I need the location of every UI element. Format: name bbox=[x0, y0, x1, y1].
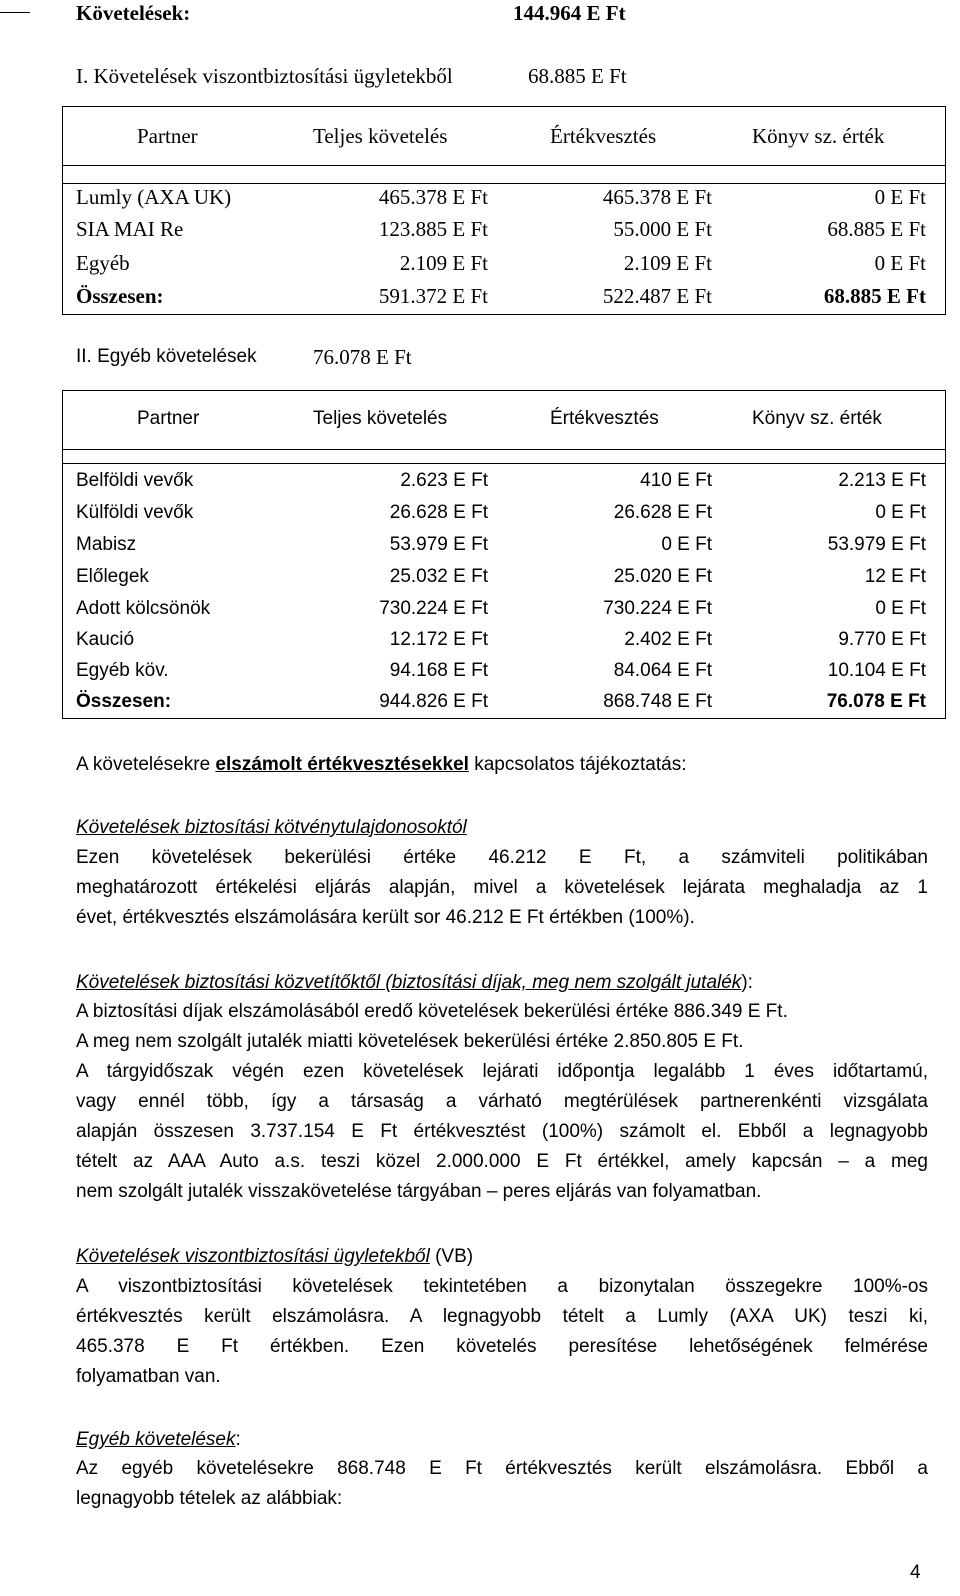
cell-total: 25.032 E Ft bbox=[389, 566, 488, 587]
section2-header-total: Teljes követelés bbox=[313, 408, 448, 429]
cell-partner: Adott kölcsönök bbox=[76, 598, 211, 619]
section2-bottom-rule bbox=[62, 718, 946, 719]
cell-total: 730.224 E Ft bbox=[379, 598, 488, 619]
cell-total: 591.372 E Ft bbox=[378, 284, 488, 308]
cell-partner: Összesen: bbox=[76, 284, 164, 308]
section2-title: II. Egyéb követelések bbox=[76, 346, 257, 367]
section1-left-border bbox=[62, 166, 63, 314]
section1-right-border bbox=[945, 166, 946, 314]
block4-heading-suffix: : bbox=[235, 1429, 241, 1450]
section1-bottom-rule bbox=[62, 314, 946, 315]
block2-heading-wrap bbox=[76, 970, 753, 996]
block4-heading-wrap bbox=[76, 1427, 241, 1453]
block3-heading-wrap bbox=[76, 1244, 473, 1270]
cell-total: 12.172 E Ft bbox=[389, 629, 488, 650]
cell-book-value: 12 E Ft bbox=[864, 566, 926, 587]
section1-header-partner: Partner bbox=[137, 124, 198, 148]
cell-partner: Egyéb köv. bbox=[76, 660, 169, 681]
block2-text bbox=[76, 997, 928, 1207]
cell-partner: Lumly (AXA UK) bbox=[76, 185, 232, 209]
block2-line: A meg nem szolgált jutalék miatti követelések bekerülési értéke 2.850.805 E Ft. bbox=[76, 1031, 744, 1052]
cell-total: 123.885 E Ft bbox=[378, 217, 488, 241]
cell-book-value: 53.979 E Ft bbox=[827, 534, 926, 555]
cell-impairment: 522.487 E Ft bbox=[602, 284, 712, 308]
cell-total: 2.623 E Ft bbox=[400, 470, 488, 491]
info-intro-pre: A követelésekre bbox=[76, 754, 216, 775]
block4-heading: Egyéb követelések bbox=[76, 1429, 236, 1450]
cell-impairment: 730.224 E Ft bbox=[603, 598, 712, 619]
section2-header-partner: Partner bbox=[137, 408, 200, 429]
info-intro bbox=[76, 752, 687, 778]
cell-total: 26.628 E Ft bbox=[389, 502, 488, 523]
block4-text bbox=[76, 1454, 928, 1514]
block3-heading-suffix: (VB) bbox=[429, 1246, 474, 1267]
cell-impairment: 410 E Ft bbox=[640, 470, 712, 491]
cell-book-value: 2.213 E Ft bbox=[838, 470, 926, 491]
cell-impairment: 465.378 E Ft bbox=[602, 185, 712, 209]
info-intro-emphasis: elszámolt értékvesztésekkel bbox=[215, 754, 469, 775]
cell-partner: Összesen: bbox=[76, 691, 172, 712]
block4-line: Az egyéb követelésekre 868.748 E Ft értékvesztés került elszámolásra. Ebből a bbox=[76, 1458, 928, 1479]
block2-line: vagy ennél több, így a társaság a várható megtérülések partnerenkénti vizsgálata bbox=[76, 1091, 928, 1112]
block3-line: értékvesztés került elszámolásra. A legnagyobb tételt a Lumly (AXA UK) teszi ki, bbox=[76, 1306, 928, 1327]
section2-rule bbox=[62, 463, 946, 464]
cell-partner: Előlegek bbox=[76, 566, 149, 587]
block2-line: A tárgyidőszak végén ezen követelések lejárati időpontja legalább 1 éves időtartamú, bbox=[76, 1061, 928, 1082]
cell-book-value: 0 E Ft bbox=[875, 598, 926, 619]
cell-book-value: 68.885 E Ft bbox=[827, 217, 926, 241]
block2-line: A biztosítási díjak elszámolásából eredő követelések bekerülési értéke 886.349 E Ft. bbox=[76, 1001, 788, 1022]
cell-impairment: 0 E Ft bbox=[661, 534, 712, 555]
cell-partner: SIA MAI Re bbox=[76, 217, 184, 241]
block4-line: legnagyobb tételek az alábbiak: bbox=[76, 1488, 343, 1509]
block3-text bbox=[76, 1272, 928, 1392]
block1-line: meghatározott értékelési eljárás alapján, mivel a követelések lejárata meghaladja az 1 bbox=[76, 877, 928, 898]
section2-header-impairment: Értékvesztés bbox=[550, 408, 659, 429]
cell-total: 53.979 E Ft bbox=[389, 534, 488, 555]
block2-heading: Követelések biztosítási közvetítőktől (biztosítási díjak, meg nem szolgált jutalék bbox=[76, 972, 742, 993]
block3-line: A viszontbiztosítási követelések tekintetében a bizonytalan összegekre 100%-os bbox=[76, 1276, 928, 1297]
section1-header-impairment: Értékvesztés bbox=[550, 124, 657, 148]
cell-impairment: 84.064 E Ft bbox=[613, 660, 712, 681]
cell-total: 94.168 E Ft bbox=[389, 660, 488, 681]
section2-left-border bbox=[62, 450, 63, 718]
block1-heading: Követelések biztosítási kötvénytulajdonosoktól bbox=[76, 817, 467, 838]
block2-line: tételt az AAA Auto a.s. teszi közel 2.000.000 E Ft értékkel, amely kapcsán – a meg bbox=[76, 1151, 928, 1172]
section1-header-total: Teljes követelés bbox=[313, 124, 448, 148]
cell-total: 2.109 E Ft bbox=[399, 251, 488, 275]
block2-heading-suffix: ): bbox=[741, 972, 753, 993]
block2-line: alapján összesen 3.737.154 E Ft értékvesztést (100%) számolt el. Ebből a legnagyobb bbox=[76, 1121, 928, 1142]
cell-book-value: 10.104 E Ft bbox=[827, 660, 926, 681]
page-number: 4 bbox=[910, 1562, 921, 1583]
block1-text bbox=[76, 843, 928, 933]
cell-impairment: 2.109 E Ft bbox=[623, 251, 712, 275]
block3-heading: Követelések viszontbiztosítási ügyletekből bbox=[76, 1246, 430, 1267]
cell-partner: Külföldi vevők bbox=[76, 502, 194, 523]
summary-value: 144.964 E Ft bbox=[513, 1, 626, 25]
block1-line: évet, értékvesztés elszámolására került sor 46.212 E Ft értékben (100%). bbox=[76, 907, 695, 928]
cell-impairment: 2.402 E Ft bbox=[624, 629, 712, 650]
cell-impairment: 55.000 E Ft bbox=[613, 217, 712, 241]
section1-header-book-value: Könyv sz. érték bbox=[752, 124, 885, 148]
block3-line: 465.378 E Ft értékben. Ezen követelés peresítése lehetőségének felmérése bbox=[76, 1336, 928, 1357]
cell-partner: Mabisz bbox=[76, 534, 137, 555]
cell-partner: Kaució bbox=[76, 629, 135, 650]
block3-line: folyamatban van. bbox=[76, 1366, 221, 1387]
info-intro-post: kapcsolatos tájékoztatás: bbox=[468, 754, 687, 775]
cell-impairment: 25.020 E Ft bbox=[613, 566, 712, 587]
block1-line: Ezen követelések bekerülési értéke 46.212 E Ft, a számviteli politikában bbox=[76, 847, 928, 868]
section2-header-book-value: Könyv sz. érték bbox=[752, 408, 882, 429]
cell-partner: Egyéb bbox=[76, 251, 130, 275]
cell-total: 944.826 E Ft bbox=[379, 691, 488, 712]
cell-book-value: 68.885 E Ft bbox=[823, 284, 926, 308]
cell-partner: Belföldi vevők bbox=[76, 470, 194, 491]
cell-impairment: 868.748 E Ft bbox=[603, 691, 712, 712]
cell-book-value: 76.078 E Ft bbox=[826, 691, 926, 712]
cell-book-value: 0 E Ft bbox=[874, 185, 926, 209]
cell-book-value: 0 E Ft bbox=[875, 502, 926, 523]
block2-line: nem szolgált jutalék visszakövetelése tárgyában – peres eljárás van folyamatban. bbox=[76, 1181, 762, 1202]
summary-label: Követelések: bbox=[76, 1, 191, 25]
margin-dash bbox=[0, 12, 30, 13]
section1-title: I. Követelések viszontbiztosítási ügyletekből bbox=[76, 64, 453, 88]
section2-right-border bbox=[945, 450, 946, 718]
cell-total: 465.378 E Ft bbox=[378, 185, 488, 209]
cell-book-value: 0 E Ft bbox=[874, 251, 926, 275]
cell-book-value: 9.770 E Ft bbox=[838, 629, 926, 650]
cell-impairment: 26.628 E Ft bbox=[613, 502, 712, 523]
section1-amount: 68.885 E Ft bbox=[528, 64, 627, 88]
section2-amount: 76.078 E Ft bbox=[313, 345, 412, 369]
